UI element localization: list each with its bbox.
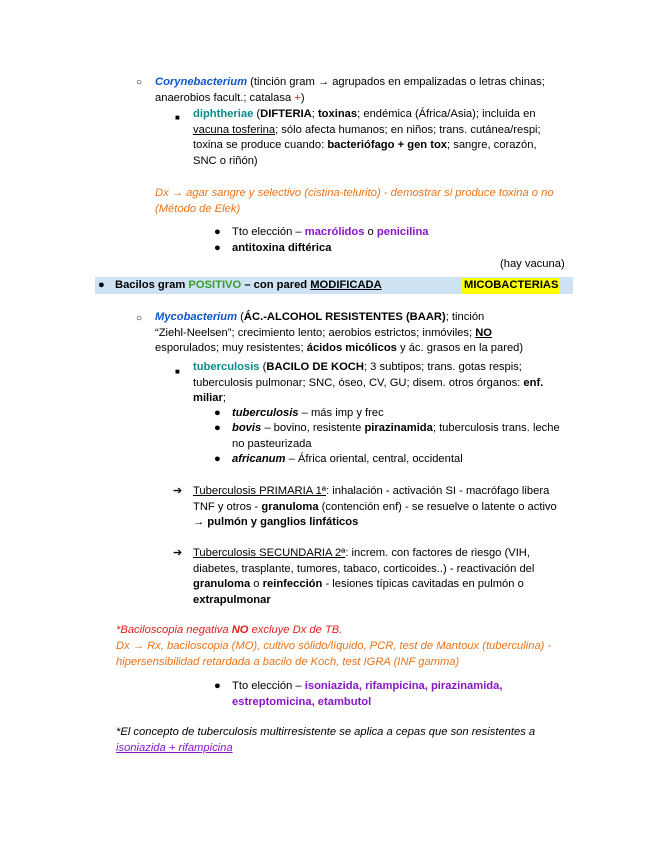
- mdr-link[interactable]: isoniazida + rifampicina: [116, 741, 233, 754]
- round-bullet-icon: ●: [214, 453, 221, 465]
- section-header: Bacilos gram POSITIVO – con pared MODIFICADA: [115, 279, 382, 291]
- mycobacterium-desc: Mycobacterium (ÁC.-ALCOHOL RESISTENTES (BAAR); tinción “Ziehl-Neelsen”; crecimiento lento; aerobios estrictos; inmóviles; NO esporulados; muy resistentes; ácidos micólicos y ác. grasos en la pared): [155, 311, 524, 354]
- hay-vacuna-note: (hay vacuna): [500, 258, 565, 270]
- tb-primaria-desc: Tuberculosis PRIMARIA 1ª: inhalación - activación SI - macrófago libera TNF y otros - granuloma (contención enf) - se resuelve o latente o activo → pulmón y ganglios linfáticos: [193, 485, 557, 528]
- micobacterias-label: MICOBACTERIAS: [462, 278, 560, 294]
- diphtheriae-name: diphtheriae: [193, 108, 254, 120]
- hollow-bullet-icon: ○: [136, 313, 143, 324]
- square-bullet-icon: ■: [175, 367, 180, 376]
- arrow-bullet-icon: ➔: [173, 485, 183, 497]
- hollow-bullet-icon: ○: [136, 77, 143, 88]
- corynebacterium-desc: Corynebacterium (tinción gram → agrupados en empalizadas o letras chinas; anaerobios facult.; catalasa +): [155, 76, 545, 104]
- mycobacterium-name: Mycobacterium: [155, 311, 238, 323]
- tuberculosis-desc: tuberculosis (BACILO DE KOCH; 3 subtipos; trans. gotas respis; tuberculosis pulmonar; SNC, óseo, CV, GU; disem. otros órganos: enf. miliar;: [193, 361, 544, 404]
- tuberculosis-name: tuberculosis: [193, 361, 260, 373]
- round-bullet-icon: ●: [214, 407, 221, 419]
- diphtheriae-treatment: Tto elección – macrólidos o penicilina: [232, 226, 429, 238]
- diphtheriae-dx-note: Dx → agar sangre y selectivo (cistina-telurito) - demostrar si produce toxina o no (Método de Elek): [155, 187, 554, 215]
- diphtheriae-desc: diphtheriae (DIFTERIA; toxinas; endémica (África/Asia); incluida en vacuna tosferina; sólo afecta humanos; en niños; trans. cutánea/respi; toxina se produce cuando: bacteriófago + gen tox; sangre, corazón, SNC o riñón): [193, 108, 541, 167]
- baciloscopia-note: *Baciloscopia negativa NO excluye Dx de TB.: [116, 624, 343, 636]
- subtype-item: bovis – bovino, resistente pirazinamida; tuberculosis trans. leche no pasteurizada: [232, 422, 560, 450]
- mdr-note: *El concepto de tuberculosis multirresistente se aplica a cepas que son resistentes a isoniazida + rifampicina: [116, 726, 536, 754]
- arrow-bullet-icon: ➔: [173, 547, 183, 559]
- round-bullet-icon: ●: [98, 279, 105, 291]
- round-bullet-icon: ●: [214, 422, 221, 434]
- tb-treatment: Tto elección – isoniazida, rifampicina, pirazinamida, estreptomicina, etambutol: [232, 680, 503, 708]
- square-bullet-icon: ■: [175, 113, 180, 122]
- subtype-item: tuberculosis – más imp y frec: [232, 407, 384, 419]
- round-bullet-icon: ●: [214, 680, 221, 692]
- tb-secundaria-desc: Tuberculosis SECUNDARIA 2ª: increm. con factores de riesgo (VIH, diabetes, trasplante, tumores, tabaco, corticoides..) - reactivación del granuloma o reinfección - lesiones típicas cavitadas en pulmón o extrapulmonar: [193, 547, 535, 606]
- round-bullet-icon: ●: [214, 226, 221, 238]
- tb-dx-note: Dx → Rx, baciloscopia (MO), cultivo sólido/líquido, PCR, test de Mantoux (tuberculina) - hipersensibilidad retardada a bacilo de Koch, test IGRA (INF gamma): [116, 640, 552, 668]
- subtype-item: africanum – África oriental, central, occidental: [232, 453, 463, 465]
- antitoxina-item: antitoxina diftérica: [232, 242, 332, 254]
- round-bullet-icon: ●: [214, 242, 221, 254]
- corynebacterium-name: Corynebacterium: [155, 76, 248, 88]
